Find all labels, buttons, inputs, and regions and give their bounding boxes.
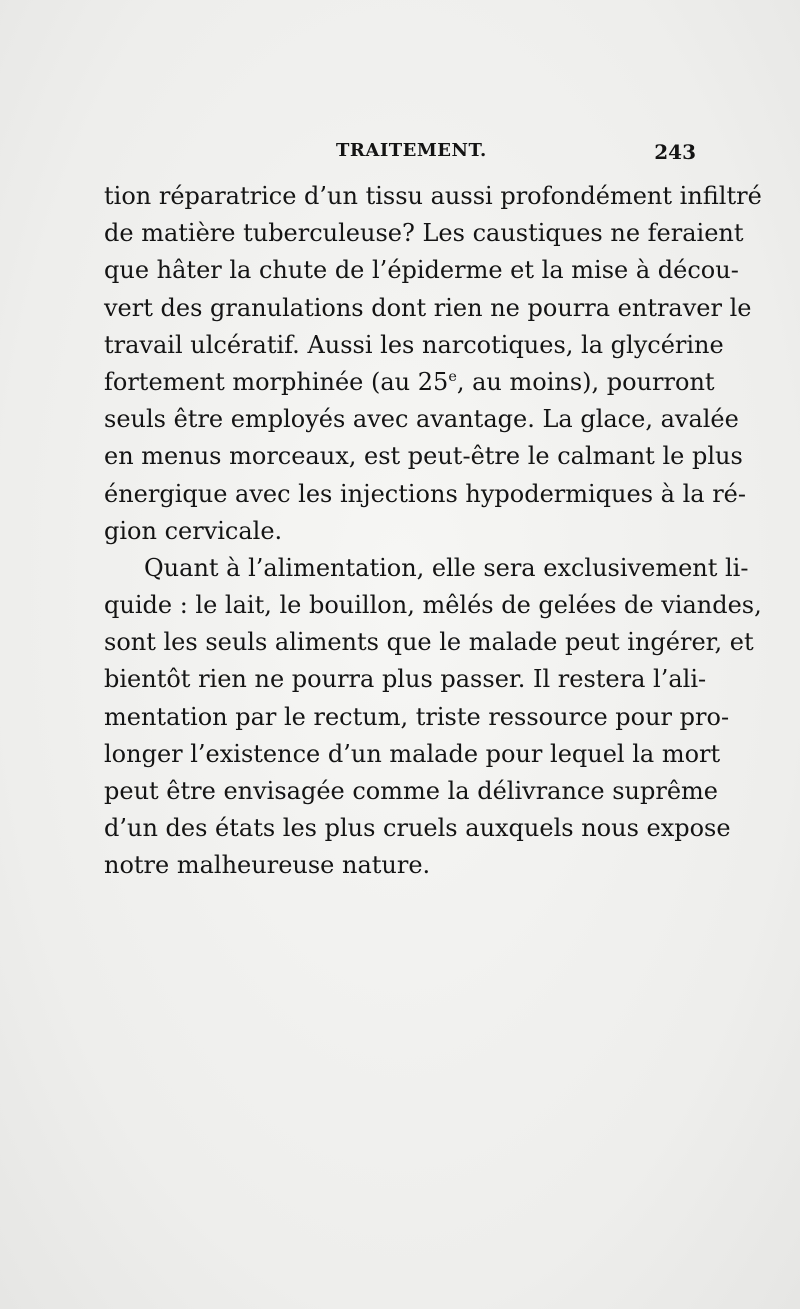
text-line: quide : le lait, le bouillon, mêlés de gelées de viandes, (104, 591, 762, 620)
text-line: en menus morceaux, est peut-être le calmant le plus (104, 442, 743, 471)
text-line: d’un des états les plus cruels auxquels nous expose (104, 814, 731, 843)
text-segment: , au moins), pourront (456, 367, 715, 396)
page-number: 243 (654, 140, 696, 164)
text-line: énergique avec les injections hypodermiques à la ré- (104, 479, 746, 508)
text-line: de matière tuberculeuse? Les caustiques ne feraient (104, 219, 744, 248)
page-header (104, 140, 696, 168)
text-line: bientôt rien ne pourra plus passer. Il restera l’ali- (104, 665, 707, 694)
text-line: seuls être employés avec avantage. La glace, avalée (104, 405, 739, 434)
text-line: peut être envisagée comme la délivrance suprême (104, 777, 718, 805)
text-line: mentation par le rectum, triste ressource pour pro- (104, 702, 730, 731)
superscript: e (448, 368, 457, 385)
text-line: vert des granulations dont rien ne pourra entraver le (104, 293, 752, 322)
body-text (104, 178, 762, 885)
paragraph-2 (104, 550, 762, 885)
text-line: notre malheureuse nature. (104, 851, 431, 880)
text-line: Quant à l’alimentation, elle sera exclusivement li- (144, 553, 749, 582)
text-line: sont les seuls aliments que le malade peut ingérer, et (104, 628, 754, 657)
paragraph-1 (104, 178, 762, 550)
text-line: que hâter la chute de l’épiderme et la mise à décou- (104, 256, 739, 285)
text-line: gion cervicale. (104, 516, 283, 545)
text-line: travail ulcératif. Aussi les narcotiques, la glycérine (104, 330, 724, 359)
text-line: tion réparatrice d’un tissu aussi profondément infiltré (104, 182, 762, 210)
text-segment: fortement morphinée (au 25 (104, 367, 449, 396)
text-line-with-superscript (104, 364, 715, 401)
running-title: TRAITEMENT. (336, 140, 487, 161)
text-line: longer l’existence d’un malade pour lequel la mort (104, 739, 721, 768)
